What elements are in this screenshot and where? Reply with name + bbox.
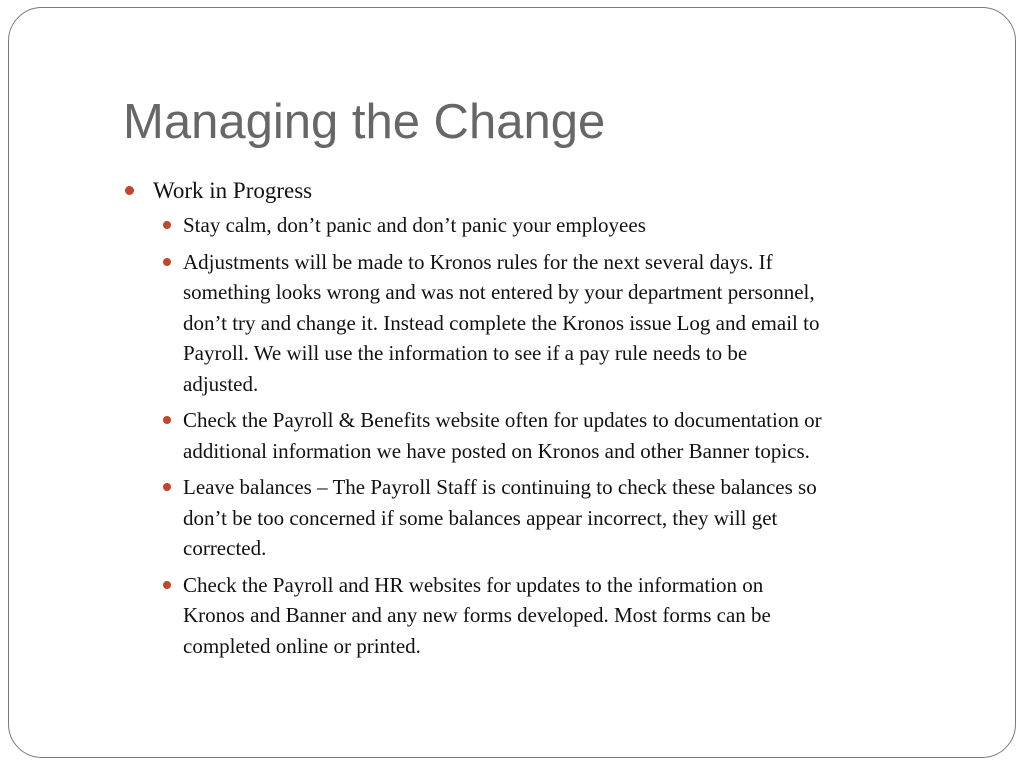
- bullet-dot-icon: [163, 581, 171, 589]
- sub-bullet-line: don’t be too concerned if some balances appear incorrect, they will get: [183, 505, 778, 530]
- sub-bullet-line: don’t try and change it. Instead complete the Kronos issue Log and email to: [183, 310, 820, 335]
- sub-bullet-hr-websites: [123, 570, 983, 662]
- sub-bullet-line: Kronos and Banner and any new forms developed. Most forms can be: [183, 603, 771, 627]
- slide-content: [123, 174, 983, 667]
- bullet-level1-text: Work in Progress: [153, 178, 313, 203]
- sub-bullet-line: corrected.: [183, 536, 267, 560]
- sub-bullet-adjustments: [123, 247, 983, 400]
- sub-bullet-line: Payroll. We will use the information to see if a pay rule needs to be: [183, 341, 748, 365]
- slide-title: Managing the Change: [123, 95, 606, 149]
- sub-bullet-line: adjusted.: [183, 371, 259, 396]
- sub-bullet-line: Check the Payroll & Benefits website often for updates to documentation or: [183, 408, 822, 432]
- sub-bullet-list: [123, 210, 983, 661]
- sub-bullet-line: something looks wrong and was not entered by your department personnel,: [183, 280, 815, 304]
- bullet-dot-icon: [163, 483, 171, 491]
- bullet-dot-icon: [163, 258, 171, 266]
- bullet-dot-icon: [125, 186, 134, 195]
- sub-bullet-line: Adjustments will be made to Kronos rules for the next several days. If: [183, 249, 773, 274]
- bullet-dot-icon: [163, 416, 171, 424]
- sub-bullet-leave-balances: [123, 472, 983, 564]
- sub-bullet-line: Stay calm, don’t panic and don’t panic your employees: [183, 213, 646, 237]
- sub-bullet-line: additional information we have posted on Kronos and other Banner topics.: [183, 438, 810, 463]
- sub-bullet-line: Check the Payroll and HR websites for updates to the information on: [183, 572, 764, 597]
- bullet-dot-icon: [163, 221, 171, 229]
- bullet-level1: [123, 174, 983, 208]
- sub-bullet-check-website: [123, 405, 983, 466]
- slide-frame: [8, 7, 1016, 758]
- sub-bullet-line: Leave balances – The Payroll Staff is continuing to check these balances so: [183, 475, 817, 499]
- sub-bullet-line: completed online or printed.: [183, 633, 421, 658]
- sub-bullet-stay-calm: [123, 210, 983, 241]
